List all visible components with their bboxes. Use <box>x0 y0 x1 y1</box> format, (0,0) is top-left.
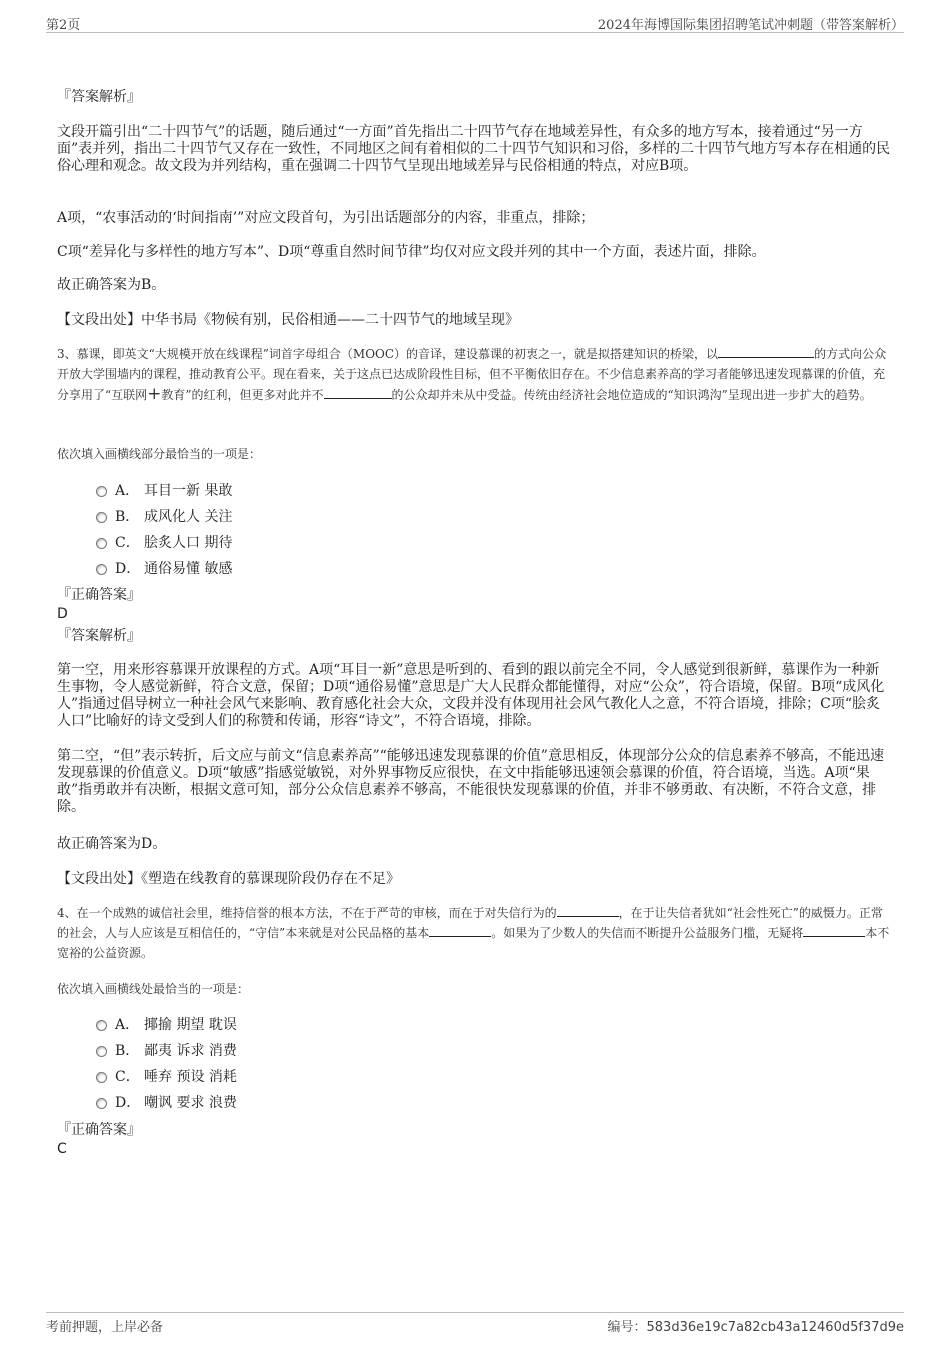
radio-icon[interactable] <box>96 1046 107 1057</box>
document-title: 2024年海博国际集团招聘笔试冲刺题（带答案解析） <box>597 18 904 33</box>
page-header <box>46 14 904 33</box>
q2-analysis-para3: C项“差异化与多样性的地方写本”、D项“尊重自然时间节律”均仅对应文段并列的其中一个方面，表述片面，排除。 <box>57 244 766 260</box>
radio-icon[interactable] <box>96 512 107 523</box>
radio-icon[interactable] <box>96 538 107 549</box>
q4-stem: 4、在一个成熟的诚信社会里，维持信誉的根本方法，不在于严苛的审核，而在于对失信行为的 ，在于让失信者犹如“社会性死亡”的威慑力。正常的社会，人与人应该是互相信任的，“守信”本来就是对公民品格的基本 。如果为了少数人的失信而不断提升公益服务门槛，无疑将 本不宽裕的公益资源。 <box>57 906 890 960</box>
q2-analysis-para2: A项，“农事活动的‘时间指南’”对应文段首句，为引出话题部分的内容，非重点，排除； <box>57 210 595 226</box>
q3-analysis-label: 『答案解析』 <box>57 628 141 644</box>
blank-1 <box>557 904 619 917</box>
q3-answer-label: 『正确答案』 <box>57 587 141 603</box>
q4-option-b[interactable]: B． 鄙夷 诉求 消费 <box>96 1042 237 1060</box>
footer-motto: 考前押题，上岸必备 <box>46 1320 164 1335</box>
q3-conclusion: 故正确答案为D。 <box>57 836 167 852</box>
q3-prompt: 依次填入画横线部分最恰当的一项是： <box>57 447 262 461</box>
page-footer <box>46 1312 904 1337</box>
q4-answer: C <box>57 1141 67 1157</box>
page-number: 第2页 <box>46 18 81 33</box>
q4-option-d[interactable]: D． 嘲讽 要求 浪费 <box>96 1094 237 1112</box>
radio-icon[interactable] <box>96 564 107 575</box>
footer-code: 编号：583d36e19c7a82cb43a12460d5f37d9e <box>607 1320 904 1335</box>
blank-3 <box>803 924 865 937</box>
blank-1 <box>718 345 814 358</box>
q3-source: 【文段出处】《塑造在线教育的慕课现阶段仍存在不足》 <box>57 871 400 887</box>
q2-analysis-para1: 文段开篇引出“二十四节气”的话题，随后通过“一方面”首先指出二十四节气存在地域差异性，有众多的地方写本，接着通过“另一方面”表并列，指出二十四节气又存在一致性，不同地区之间有着相似的二十四节气知识和习俗，多样的二十四节气地方写本存在相通的民俗心理和观念。故文段为并列结构，重在强调二十四节气呈现出地域差异与民俗相通的特点，对应B项。 <box>57 124 891 174</box>
radio-icon[interactable] <box>96 1072 107 1083</box>
q3-analysis-para2: 第二空，“但”表示转折，后文应与前文“信息素养高”“能够迅速发现慕课的价值”意思相反，体现部分公众的信息素养不够高，不能迅速发现慕课的价值意义。D项“敏感”指感觉敏锐，对外界事物反应很快，在文中指能够迅速领会慕课的价值，符合语境，当选。A项“果敢”指勇敢并有决断，根据文意可知，部分公众信息素养不够高，不能很快发现慕课的价值，并非不够勇敢、有决断，不符合文意，排除。 <box>57 748 884 815</box>
q3-analysis-para1: 第一空，用来形容慕课开放课程的方式。A项“耳目一新”意思是听到的、看到的跟以前完全不同，令人感觉到很新鲜，慕课作为一种新生事物，令人感觉新鲜，符合文意，保留；D项“通俗易懂”意思是广大人民群众都能懂得，对应“公众”，符合语境，保留。B项“成风化人”指通过倡导树立一种社会风气来影响、教育感化社会大众，文段并没有体现用社会风气教化人之意，不符合语境，排除；C项“脍炙人口”比喻好的诗文受到人们的称赞和传诵，形容“诗文”，不符合语境，排除。 <box>57 662 885 729</box>
q4-option-a[interactable]: A． 揶揄 期望 耽误 <box>96 1016 237 1034</box>
q2-conclusion: 故正确答案为B。 <box>57 277 166 293</box>
q3-option-a[interactable]: A． 耳目一新 果敢 <box>96 482 232 500</box>
blank-2 <box>429 924 491 937</box>
q4-option-c[interactable]: C． 唾弃 预设 消耗 <box>96 1068 237 1086</box>
radio-icon[interactable] <box>96 1020 107 1031</box>
q3-option-d[interactable]: D． 通俗易懂 敏感 <box>96 560 232 578</box>
radio-icon[interactable] <box>96 1098 107 1109</box>
q3-stem: 3、慕课，即英文“大规模开放在线课程”词首字母组合（MOOC）的音译，建设慕课的初衷之一，就是拟搭建知识的桥梁，以 的方式向公众开放大学围墙内的课程，推动教育公平。现在看来，关于这点已达成阶段性目标，但不平衡依旧存在。不少信息素养高的学习者能够迅速发现慕课的价值，充分享用了“互联网+教育”的红利，但更多对此并不 的公众却并未从中受益。传统由经济社会地位造成的“知识鸿沟”呈现出进一步扩大的趋势。 <box>57 347 887 404</box>
blank-2 <box>324 386 392 399</box>
radio-icon[interactable] <box>96 486 107 497</box>
q3-option-b[interactable]: B． 成风化人 关注 <box>96 508 232 526</box>
q4-answer-label: 『正确答案』 <box>57 1122 141 1138</box>
q3-answer: D <box>57 606 68 622</box>
q2-source: 【文段出处】中华书局《物候有别，民俗相通——二十四节气的地域呈现》 <box>57 312 519 328</box>
q2-analysis-label: 『答案解析』 <box>57 89 141 105</box>
q3-option-c[interactable]: C． 脍炙人口 期待 <box>96 534 232 552</box>
q4-prompt: 依次填入画横线处最恰当的一项是： <box>57 982 250 996</box>
